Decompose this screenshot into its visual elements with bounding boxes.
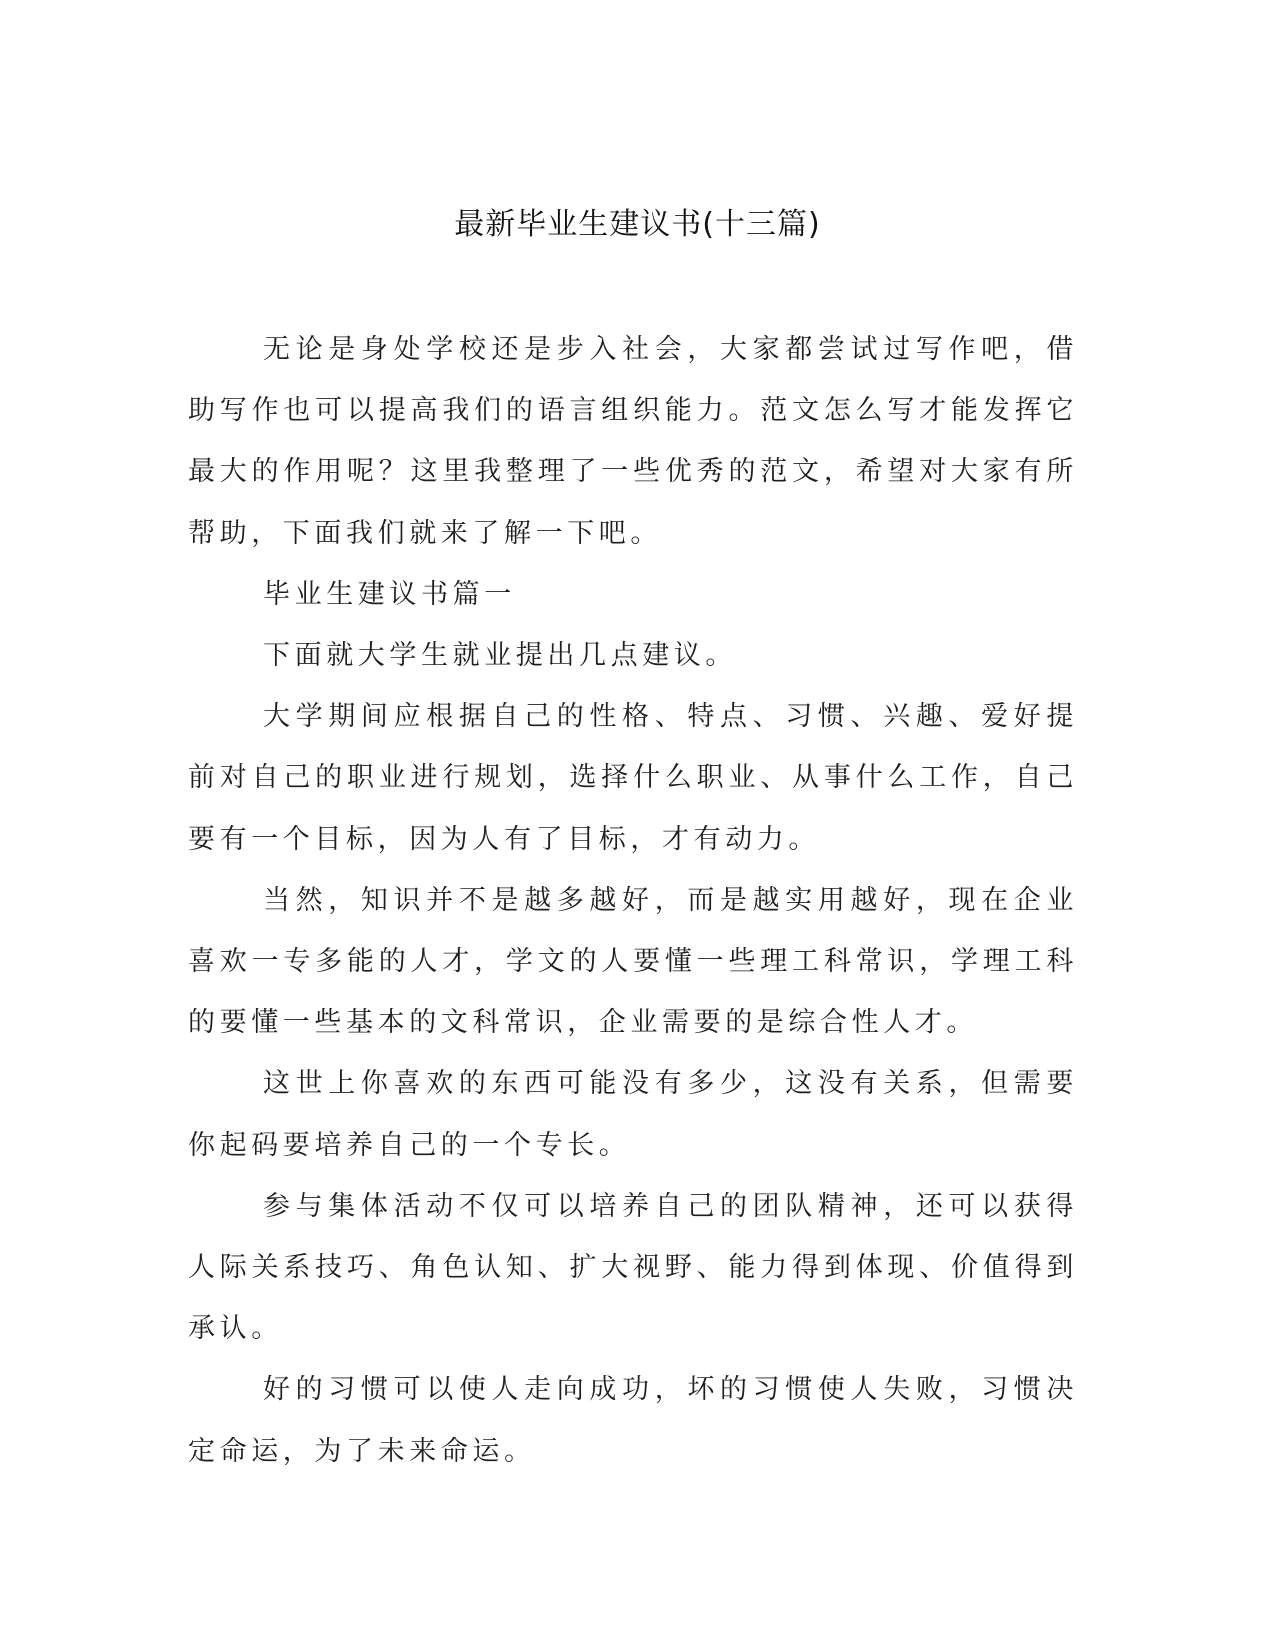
- intro-paragraph: 无论是身处学校还是步入社会，大家都尝试过写作吧，借助写作也可以提高我们的语言组织能力。范文怎么写才能发挥它最大的作用呢？这里我整理了一些优秀的范文，希望对大家有所帮助，下面我们就来了解一下吧。: [188, 334, 1078, 549]
- document-body: [188, 319, 1078, 1482]
- body-paragraph: 当然，知识并不是越多越好，而是越实用越好，现在企业喜欢一专多能的人才，学文的人要懂一些理工科常识，学理工科的要懂一些基本的文科常识，企业需要的是综合性人才。: [188, 884, 1078, 1039]
- body-paragraph: 好的习惯可以使人走向成功，坏的习惯使人失败，习惯决定命运，为了未来命运。: [188, 1374, 1078, 1467]
- body-paragraph: 下面就大学生就业提出几点建议。: [263, 640, 737, 672]
- body-paragraph: 这世上你喜欢的东西可能没有多少，这没有关系，但需要你起码要培养自己的一个专长。: [188, 1068, 1078, 1161]
- section-heading: 毕业生建议书篇一: [263, 578, 516, 610]
- body-paragraph: 大学期间应根据自己的性格、特点、习惯、兴趣、爱好提前对自己的职业进行规划，选择什么职业、从事什么工作，自己要有一个目标，因为人有了目标，才有动力。: [188, 701, 1078, 855]
- body-paragraph: 参与集体活动不仅可以培养自己的团队精神，还可以获得人际关系技巧、角色认知、扩大视野、能力得到体现、价值得到承认。: [188, 1190, 1078, 1345]
- document-title: 最新毕业生建议书(十三篇): [454, 207, 821, 242]
